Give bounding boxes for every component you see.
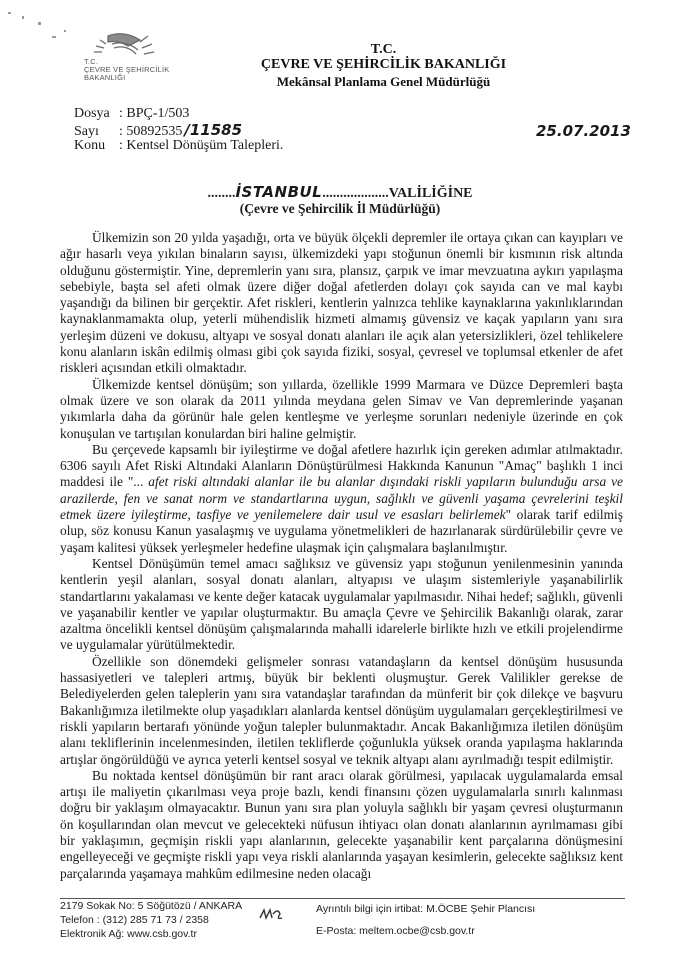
footer-address: 2179 Sokak No: 5 Söğütözü / ANKARA bbox=[60, 900, 243, 912]
paraph-signature-icon bbox=[258, 906, 284, 922]
footer-contact: Ayrıntılı bilgi için irtibat: M.ÖCBE Şehir Plancısı bbox=[316, 903, 536, 915]
header-directorate: Mekânsal Planlama Genel Müdürlüğü bbox=[276, 74, 491, 89]
scan-speck bbox=[8, 12, 11, 14]
footer-email: E-Posta: meltem.ocbe@csb.gov.tr bbox=[316, 925, 475, 937]
dosya-label: Dosya bbox=[74, 106, 110, 121]
konu-value: : Kentsel Dönüşüm Talepleri. bbox=[119, 138, 284, 153]
footer-phone: Telefon : (312) 285 71 73 / 2358 bbox=[60, 914, 209, 926]
date-handwritten: 25.07.2013 bbox=[536, 122, 631, 140]
dosya-row bbox=[74, 106, 189, 122]
law-intro: Bu çerçevede kapsamlı bir iyileştirme ve doğal afetlere hazırlık için gereken adımlar atılmaktadır. 6306 sayılı Afet Riski Altındaki Alanların Dönüştürülmesi Hakkında Kanunun "Amaç" başlıklı 1 inci maddesi ile "... bbox=[60, 441, 623, 490]
body-paragraph: Özellikle son dönemdeki gelişmeler sonrası vatandaşların da kentsel dönüşüm hususunda hassasiyetleri ve talepleri artmış, büyük bir beklenti oluşmuştur. Gerek Valilikler gerekse de Belediyelerden gelen taleplerin yanı sıra vatandaşlar tarafından da münferit bir çok dilekçe ve başvuru Bakanlığımıza iletilmekte olup yaşadıkları alanlarda kentsel dönüşüm uygulamaları gerçekleştirilmesi ve riskli yapıların bertarafı yönünde yoğun talepler bulunmaktadır. Ancak Bakanlığımıza iletilen dönüşüm alanı tekliflerinin incelenmesinden, iletilen tekliflerde çoğunlukla yüksek oranda yapılaşma haklarında artışlar öngörüldüğü ve ayrıca yeterli kentsel sosyal ve teknik altyapı alanı ayrılmadığı tespit edilmiştir. bbox=[60, 653, 623, 767]
law-outro: " olarak tarif edilmiş olup, söz konusu Kanun yasalaşmış ve uygulama yönetmelikleri de hazırlanarak sürdürülebilir çevre ve yaşam kalitesi yüksek yerleşmeler hedefine ulaşmak için çalışmalara başlanılmıştır. bbox=[60, 507, 623, 555]
letter-body bbox=[60, 230, 623, 882]
scan-speck bbox=[52, 36, 56, 38]
body-paragraph bbox=[60, 442, 623, 556]
addressee-suffix: ...................VALİLİĞİNE bbox=[322, 186, 473, 201]
body-paragraph: Ülkemizin son 20 yılda yaşadığı, orta ve büyük ölçekli depremler ile ortaya çıkan can kayıpları ve ağır hasarlı veya yıkılan binaların sayısı, ülkemizdeki yapı stoğunun önemli bir kısmının risk altında olduğunu göstermiştir. Yine, depremlerin yanı sıra, plansız, çarpık ve imar mevzuatına aykırı yapılaşma sebebiyle, başta sel afeti olmak üzere diğer doğal afetlerden dolayı çok sayıda can ve mal kaybı yaşandığı da bilinen bir gerçektir. Afet riskleri, kentlerin yalnızca tehlike kaynaklarına yakınlıklarından kaynaklanmamakta olup, yeterli mühendislik hizmeti almamış güvensiz ve kaçak yapıların yanı sıra yerleşim düzeni ve dokusu, altyapı ve sosyal donatı alanları ile açık alan yetersizlikleri, özel tehlikelere konu alanların iskân edilmiş olması gibi çok sayıda fiziki, sosyal, çevresel ve toplumsal etkenler de afet riskleri açısından etkili olmaktadır. bbox=[60, 230, 623, 376]
logo-line: ÇEVRE VE ŞEHİRCİLİK bbox=[84, 65, 170, 74]
footer-divider bbox=[60, 898, 625, 899]
body-paragraph: Bu noktada kentsel dönüşümün bir rant aracı olarak görülmesi, yapılacak uygulamalarda emsal artışı ile maliyetin çıkarılması veya proje bazlı, kendi finansını çözen uygulamalarla sınırlı kalınması doğru bir yaklaşım olmayacaktır. Bunun yanı sıra plan yoluyla sağlıklı bir yaşam çevresi oluşturmanın ön koşullarından olan mevcut ve gelecekteki nüfusun ihtiyacı olan donatı alanlarının ayrılmaması gibi bir yaklaşımın, geçmişin riskli yapı alanlarının, gelecekte yaşanabilir kent parçalarına dönüşmesini engelleyeceği ve geçmişte riskli yapı veya riskli alanlarında yaşayan kesimlerin, gelecekte sağlıksız kent parçalarında yaşamaya mahkûm edilmesine neden olacağı bbox=[60, 767, 623, 881]
header-tc: T.C. bbox=[370, 42, 397, 57]
konu-row bbox=[74, 138, 283, 154]
konu-label: Konu bbox=[74, 138, 106, 153]
sayi-label: Sayı bbox=[74, 124, 99, 139]
dosya-value: : BPÇ-1/503 bbox=[119, 106, 190, 121]
law-quote: afet riski altındaki alanlar ile bu alanlar dışındaki riskli yapıların bulunduğu arsa ve arazilerde, fen ve sanat norm ve standartlarına uygun, sağlıklı ve güvenli yaşama çevrelerini teşkil etmek üzere iyileştirme, tasfiye ve yenilemelere dair usul ve esasları belirlemek bbox=[60, 474, 623, 523]
logo-line: BAKANLIĞI bbox=[84, 73, 126, 82]
scan-speck bbox=[22, 16, 24, 19]
body-paragraph: Ülkemizde kentsel dönüşüm; son yıllarda, özellikle 1999 Marmara ve Düzce Depremleri başta olmak üzere ve son olarak da 2011 yılında meydana gelen Simav ve Van depremlerinde yaşanan yıkımlarla daha da görünür hale gelen kentleşme ve yerleşme sorunları nedeniyle üzerinde en çok konuşulan ve tartışılan konulardan biri haline gelmiştir. bbox=[60, 376, 623, 441]
addressee-line bbox=[60, 183, 620, 202]
addressee-subtitle: (Çevre ve Şehircilik İl Müdürlüğü) bbox=[239, 201, 441, 216]
sayi-handwritten: /11585 bbox=[184, 121, 243, 139]
body-paragraph: Kentsel Dönüşümün temel amacı sağlıksız ve güvensiz yapı stoğunun yenilenmesinin yanında kentlerin yeşil alanları, sosyal donatı alanları, altyapısı ve ulaşım sistemleriyle yaşanabilirlik standartlarını yakalaması ve kente değer katacak uygulamalar yapılmasıdır. Nihai hedef; sağlıklı, güvenli ve yaşanabilir kentler ve yapılar oluşturmaktır. Bu amaçla Çevre ve Şehircilik Bakanlığı olarak, zarar azaltma öncelikli kentsel dönüşüm çalışmalarında mahalli idarelerle birlikte hızlı ve etkili projelendirme ve uygulamalar yürütülmektedir. bbox=[60, 555, 623, 653]
addressee-city: İSTANBUL bbox=[235, 183, 323, 201]
sayi-value: : 50892535 bbox=[119, 124, 183, 139]
addressee-dots: ........ bbox=[207, 186, 236, 201]
footer-web: Elektronik Ağ: www.csb.gov.tr bbox=[60, 928, 197, 940]
scan-speck bbox=[38, 22, 41, 25]
header-ministry: ÇEVRE VE ŞEHİRCİLİK BAKANLIĞI bbox=[260, 57, 507, 72]
scan-speck bbox=[64, 30, 66, 32]
logo-line: T.C. bbox=[84, 57, 99, 66]
